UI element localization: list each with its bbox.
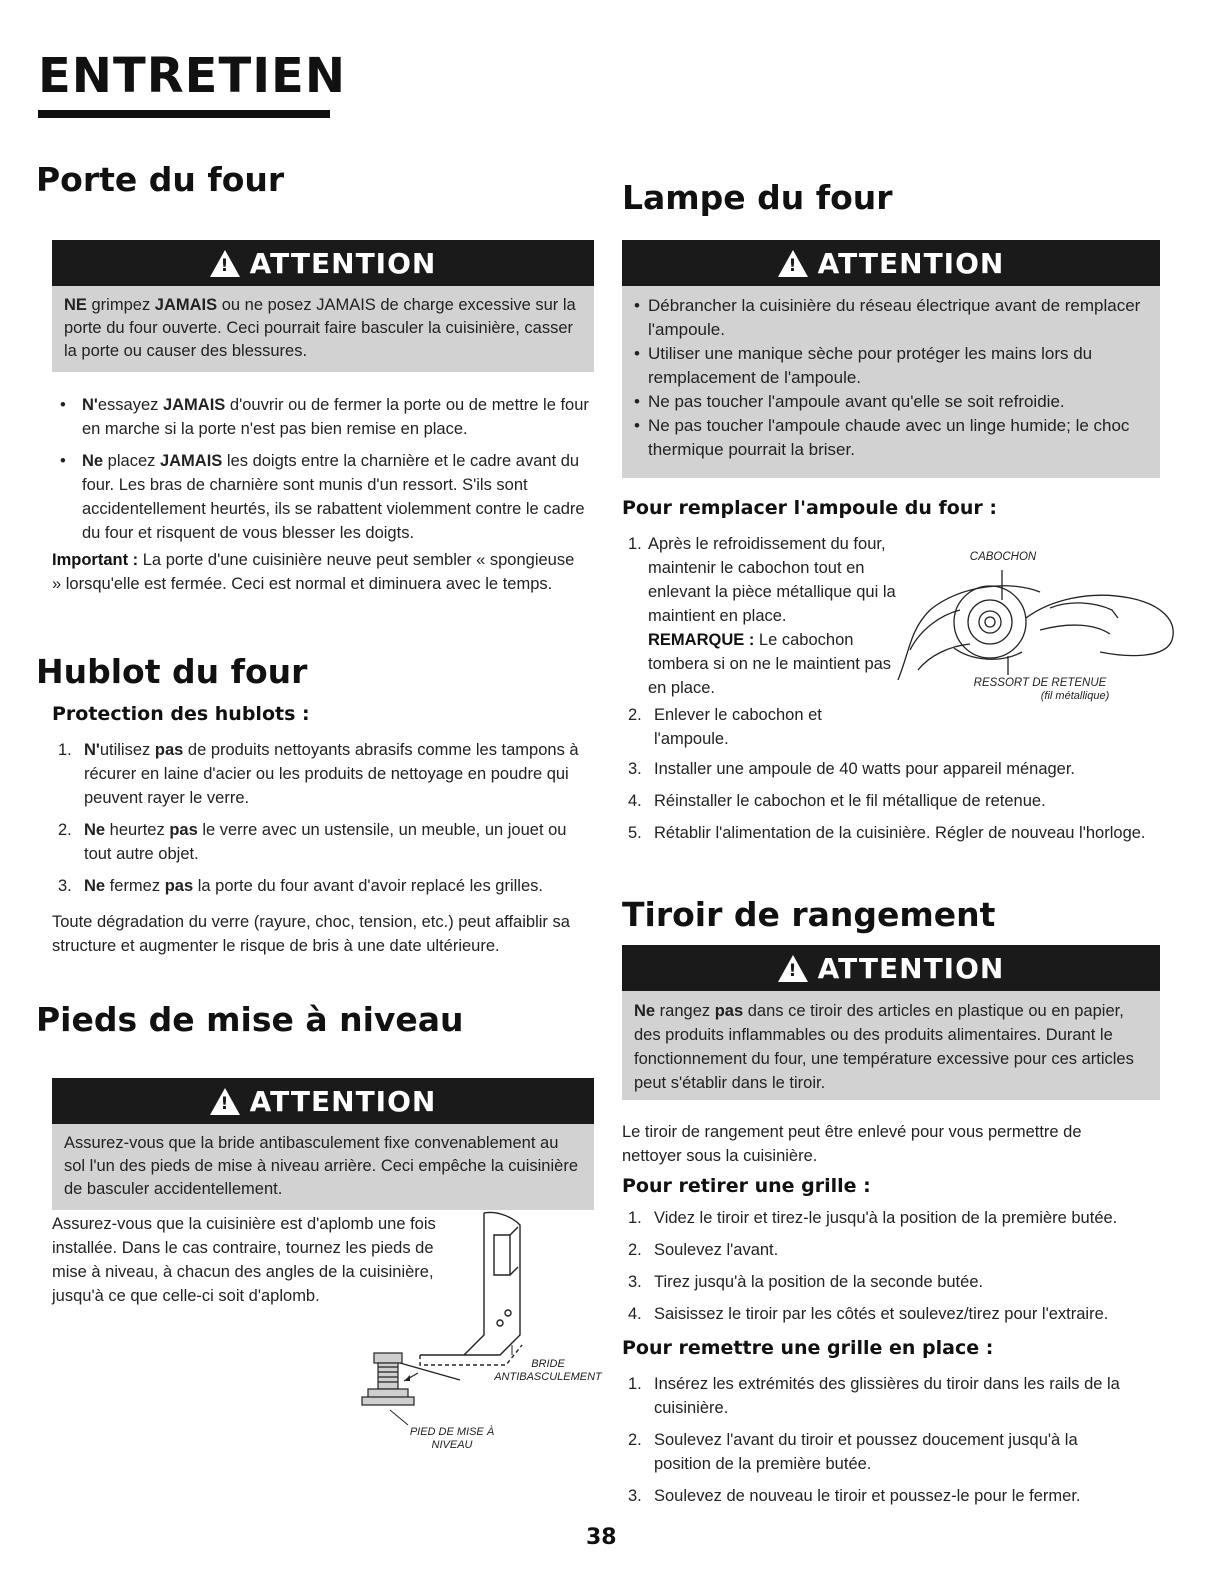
warning-title: ATTENTION	[249, 1084, 437, 1118]
label-cabochon: CABOCHON	[969, 551, 1037, 563]
warning-header	[52, 240, 594, 286]
warning-title: ATTENTION	[817, 246, 1005, 280]
label-pied: PIED DE MISE À NIVEAU	[409, 1426, 495, 1451]
lampe-steps	[622, 757, 1160, 853]
anti-tip-bracket-illustration	[360, 1205, 600, 1435]
warning-header	[622, 945, 1160, 991]
warning-box-porte	[52, 240, 594, 372]
section-title-pieds: Pieds de mise à niveau	[36, 1000, 464, 1039]
list-item: 3. Tirez jusqu'à la position de la seconde butée.	[628, 1273, 984, 1291]
warning-box-pieds	[52, 1078, 594, 1210]
list-item: 3. Soulevez de nouveau le tiroir et poussez-le pour le fermer.	[628, 1487, 1081, 1505]
warning-text: Assurez-vous que la bride antibasculement fixe convenablement au sol l'un des pieds de mise à niveau arrière. Ceci empêche la cuisinière de basculer accidentellement.	[64, 1134, 578, 1198]
subsection-title-retirer: Pour retirer une grille :	[622, 1175, 871, 1197]
list-item: • Ne pas toucher l'ampoule avant qu'elle se soit refroidie.	[634, 390, 1148, 414]
remettre-steps	[622, 1372, 1122, 1516]
list-item: • N'essayez JAMAIS d'ouvrir ou de fermer la porte ou de mettre le four en marche si la porte n'est pas bien remise en place.	[52, 393, 594, 441]
list-item: 3. Installer une ampoule de 40 watts pour appareil ménager.	[628, 760, 1076, 778]
warning-text: NE grimpez JAMAIS ou ne posez JAMAIS de charge excessive sur la porte du four ouverte. Ceci pourrait faire basculer la cuisinière, casser la porte ou causer des blessures.	[64, 296, 576, 360]
list-item: 5. Rétablir l'alimentation de la cuisinière. Régler de nouveau l'horloge.	[628, 824, 1146, 842]
page-header	[38, 48, 347, 118]
important-note: Important : La porte d'une cuisinière neuve peut sembler « spongieuse » lorsqu'elle est fermée. Ceci est normal et diminuera avec le temps.	[52, 551, 575, 593]
page-title: ENTRETIEN	[38, 48, 347, 104]
list-item: • Débrancher la cuisinière du réseau électrique avant de remplacer l'ampoule.	[634, 294, 1148, 342]
label-fil: (fil métallique)	[1040, 690, 1110, 702]
page-number: 38	[586, 1525, 617, 1550]
list-item: 1. N'utilisez pas de produits nettoyants abrasifs comme les tampons à récurer en laine d'acier ou les produits de nettoyage en poudre qui peuvent rayer le verre.	[58, 741, 579, 807]
warning-triangle-icon: !	[210, 250, 240, 277]
list-item: 4. Saisissez le tiroir par les côtés et soulevez/tirez pour l'extraire.	[628, 1305, 1109, 1323]
list-item: 2. Ne heurtez pas le verre avec un ustensile, un meuble, un jouet ou tout autre objet.	[58, 821, 567, 863]
warning-triangle-icon: !	[778, 955, 808, 982]
label-bride: BRIDE ANTIBASCULEMENT	[494, 1358, 602, 1383]
lamp-cover-illustration	[890, 560, 1182, 690]
subsection-title-protection: Protection des hublots :	[52, 703, 310, 725]
retirer-steps	[622, 1206, 1160, 1334]
subsection-title-remplacer: Pour remplacer l'ampoule du four :	[622, 497, 997, 519]
list-item: 3. Ne fermez pas la porte du four avant d'avoir replacé les grilles.	[58, 877, 543, 895]
subsection-title-remettre: Pour remettre une grille en place :	[622, 1337, 994, 1359]
list-item: • Ne pas toucher l'ampoule chaude avec un linge humide; le choc thermique pourrait la briser.	[634, 414, 1148, 462]
tiroir-intro: Le tiroir de rangement peut être enlevé pour vous permettre de nettoyer sous la cuisinière.	[622, 1123, 1082, 1165]
lampe-step-1: 1. Après le refroidissement du four, maintenir le cabochon tout en enlevant la pièce métallique qui la maintient en place. REMARQUE : Le cabochon tombera si on ne le maintient pas en place.	[628, 535, 896, 697]
warning-title: ATTENTION	[249, 246, 437, 280]
title-underline	[38, 110, 330, 118]
label-ressort: RESSORT DE RETENUE	[973, 677, 1107, 689]
section-title-tiroir: Tiroir de rangement	[622, 895, 996, 934]
list-item: • Ne placez JAMAIS les doigts entre la charnière et le cadre avant du four. Les bras de charnière sont munis d'un ressort. S'ils sont accidentellement heurtés, ils se rabattent violemment contre le cadre du four et risquent de vous blesser les doigts.	[52, 449, 594, 545]
hublot-steps	[52, 738, 594, 906]
warning-triangle-icon: !	[210, 1088, 240, 1115]
warning-text	[622, 286, 1160, 472]
list-item: 1. Videz le tiroir et tirez-le jusqu'à la position de la première butée.	[628, 1209, 1118, 1227]
warning-box-lampe	[622, 240, 1160, 478]
list-item: 1. Insérez les extrémités des glissières du tiroir dans les rails de la cuisinière.	[628, 1375, 1120, 1417]
warning-text: Ne rangez pas dans ce tiroir des articles en plastique ou en papier, des produits inflammables ou des produits alimentaires. Durant le fonctionnement du four, une température excessive pour ces articles peut s'établir dans le tiroir.	[634, 1002, 1134, 1092]
list-item: 2. Soulevez l'avant.	[628, 1241, 779, 1259]
hublot-note: Toute dégradation du verre (rayure, choc, tension, etc.) peut affaiblir sa structure et augmenter le risque de bris à une date ultérieure.	[52, 913, 570, 955]
porte-bullet-list	[52, 393, 594, 553]
list-item: 2. Enlever le cabochon et l'ampoule.	[628, 706, 822, 748]
warning-triangle-icon: !	[778, 250, 808, 277]
section-title-porte: Porte du four	[36, 160, 285, 199]
list-item: 4. Réinstaller le cabochon et le fil métallique de retenue.	[628, 792, 1046, 810]
section-title-hublot: Hublot du four	[36, 652, 308, 691]
lampe-step-2	[622, 703, 1042, 759]
warning-header	[622, 240, 1160, 286]
list-item: 2. Soulevez l'avant du tiroir et poussez doucement jusqu'à la position de la première butée.	[628, 1431, 1078, 1473]
pieds-text: Assurez-vous que la cuisinière est d'aplomb une fois installée. Dans le cas contraire, tournez les pieds de mise à niveau, à chacun des angles de la cuisinière, jusqu'à ce que celle-ci soit d'aplomb.	[52, 1215, 436, 1305]
section-title-lampe: Lampe du four	[622, 178, 893, 217]
warning-box-tiroir	[622, 945, 1160, 1100]
list-item: • Utiliser une manique sèche pour protéger les mains lors du remplacement de l'ampoule.	[634, 342, 1148, 390]
warning-title: ATTENTION	[817, 951, 1005, 985]
warning-header	[52, 1078, 594, 1124]
